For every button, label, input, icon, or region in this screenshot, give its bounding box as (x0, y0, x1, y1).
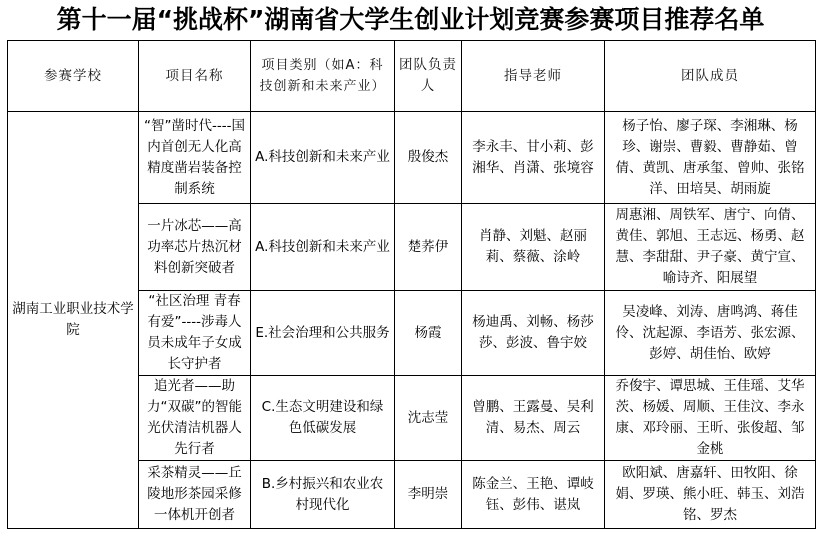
header-mentors: 指导老师 (462, 41, 605, 112)
leader-cell: 楚荞伊 (395, 204, 462, 291)
table-row (8, 112, 816, 204)
table-header-row (8, 41, 816, 112)
header-project-name: 项目名称 (139, 41, 251, 112)
page-title: 第十一届“挑战杯”湖南省大学生创业计划竞赛参赛项目推荐名单 (56, 5, 765, 34)
project-type-cell: A.科技创新和未来产业 (251, 204, 395, 291)
mentors-cell: 陈金兰、王艳、谭岐钰、彭伟、谌岚 (462, 461, 605, 529)
header-leader: 团队负责人 (395, 41, 462, 112)
members-cell: 欧阳斌、唐嘉轩、田牧阳、徐娟、罗瑛、熊小旺、韩玉、刘浩铭、罗杰 (605, 461, 816, 529)
header-members: 团队成员 (605, 41, 816, 112)
project-type-cell: B.乡村振兴和农业农村现代化 (251, 461, 395, 529)
leader-cell: 沈志莹 (395, 376, 462, 461)
project-name-cell: 采茶精灵——丘陵地形茶园采修一体机开创者 (139, 461, 251, 529)
mentors-cell: 李永丰、甘小莉、彭湘华、肖潇、张境容 (462, 112, 605, 204)
mentors-cell: 杨迪禹、刘畅、杨莎莎、彭波、鲁宇姣 (462, 291, 605, 376)
project-name-cell: “社区治理 青春有爱”----涉毒人员未成年子女成长守护者 (139, 291, 251, 376)
mentors-cell: 曾鹏、王露曼、吴利清、易杰、周云 (462, 376, 605, 461)
header-school: 参赛学校 (8, 41, 139, 112)
recommendation-table (7, 40, 816, 529)
leader-cell: 杨霞 (395, 291, 462, 376)
leader-cell: 李明崇 (395, 461, 462, 529)
project-type-cell: E.社会治理和公共服务 (251, 291, 395, 376)
leader-cell: 殷俊杰 (395, 112, 462, 204)
project-type-cell: C.生态文明建设和绿色低碳发展 (251, 376, 395, 461)
school-cell: 湖南工业职业技术学院 (8, 112, 139, 529)
project-name-cell: “智”凿时代----国内首创无人化高精度凿岩装备控制系统 (139, 112, 251, 204)
members-cell: 乔俊宇、谭思城、王佳瑶、艾华茨、杨媛、周顺、王佳汶、李永康、邓玲丽、王昕、张俊超、邹金桃 (605, 376, 816, 461)
project-type-cell: A.科技创新和未来产业 (251, 112, 395, 204)
project-name-cell: 追光者——助力“双碳”的智能光伏清洁机器人先行者 (139, 376, 251, 461)
header-project-type: 项目类别（如A：科技创新和未来产业） (251, 41, 395, 112)
members-cell: 周惠湘、周铁军、唐宁、向倩、黄佳、郭旭、王志远、杨勇、赵慧、李甜甜、尹子豪、黄宁宣、喻诗齐、阳展望 (605, 204, 816, 291)
project-name-cell: 一片冰芯——高功率芯片热沉材料创新突破者 (139, 204, 251, 291)
mentors-cell: 肖静、刘魁、赵丽莉、蔡薇、涂岭 (462, 204, 605, 291)
members-cell: 杨子怡、廖子琛、李湘琳、杨珍、谢崇、曹毅、曹静茹、曾倩、黄凯、唐承玺、曾帅、张铭洋、田培昊、胡雨旋 (605, 112, 816, 204)
members-cell: 吴凌峰、刘涛、唐鸣鸿、蒋佳伶、沈起源、李语芳、张宏源、彭婷、胡佳怡、欧婷 (605, 291, 816, 376)
